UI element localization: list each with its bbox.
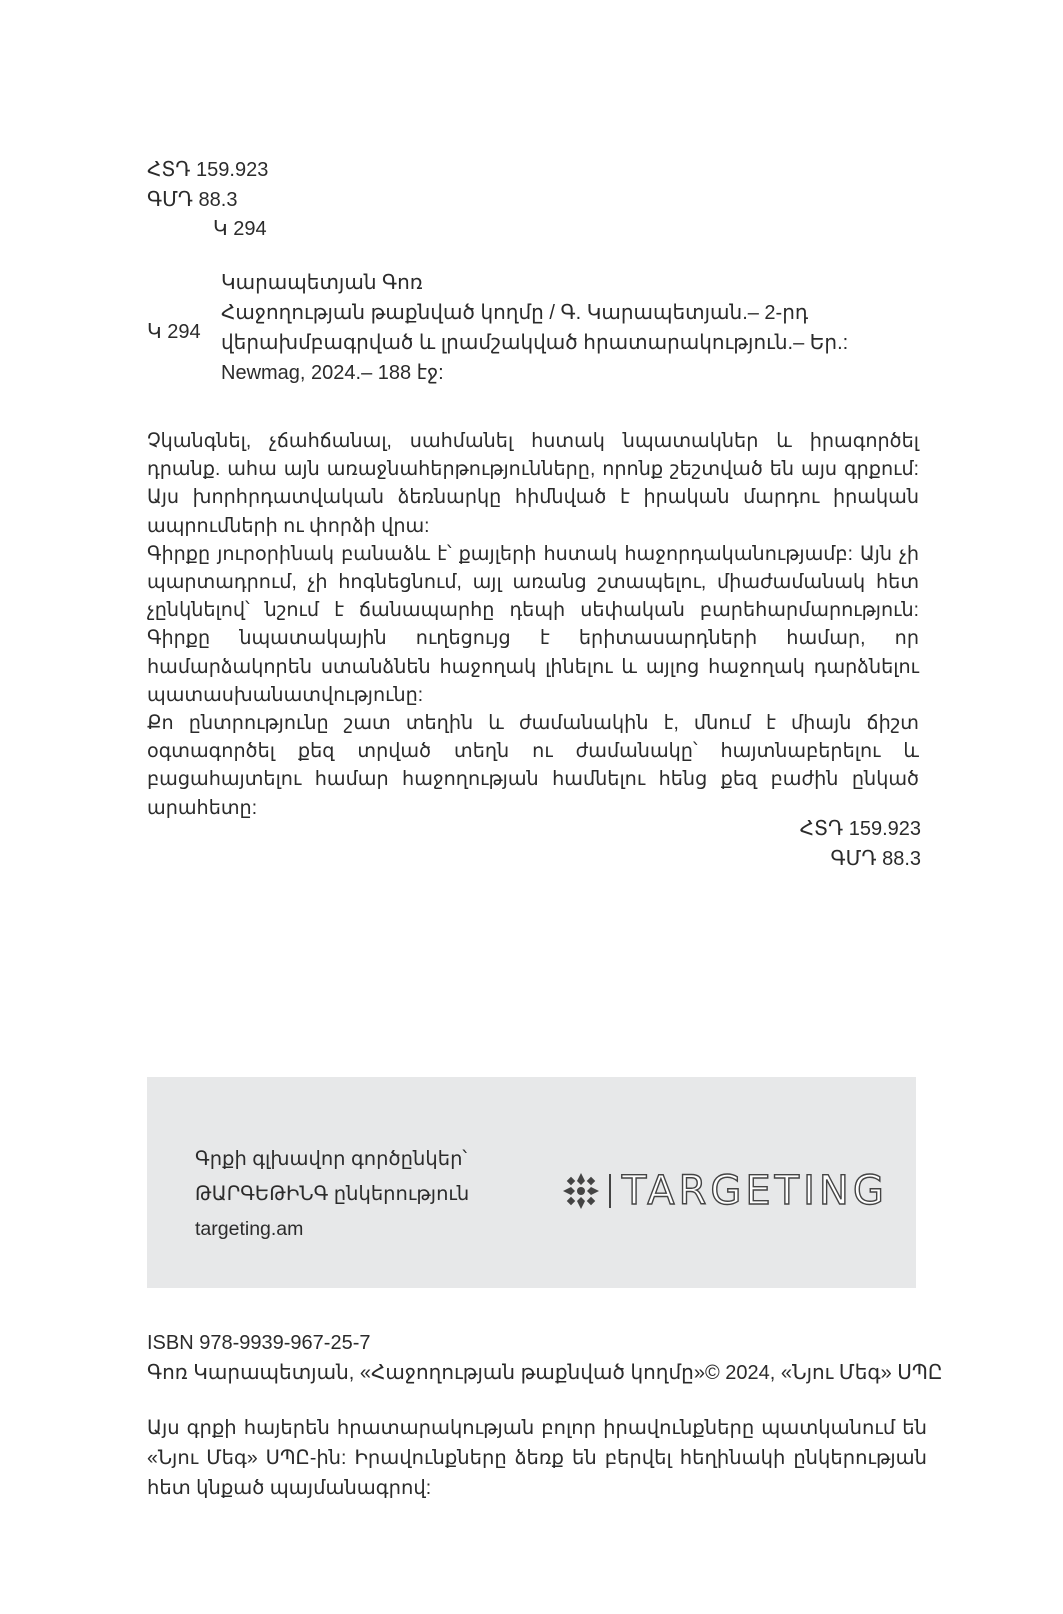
author-mark: Կ 294 (213, 218, 267, 240)
catalog-record (221, 268, 849, 388)
catalog-publisher-line: Newmag, 2024.– 188 էջ: (221, 362, 444, 384)
rights-notice: Այս գրքի հայերեն հրատարակության բոլոր իրավունքները պատկանում են «Նյու Մեգ» ՍՊԸ-ին: Իրավունքները ձեռք են բերվել հեղինակի ընկերության հետ կնքած պայմանագրով: (147, 1417, 927, 1499)
sponsor-website[interactable]: targeting.am (195, 1218, 304, 1240)
sponsor-box (147, 1077, 916, 1288)
catalog-edition-line: վերախմբագրված և լրամշակված հրատարակություն.– Եր.: (221, 332, 849, 354)
bbk-code: ԳՄԴ 88.3 (147, 189, 238, 211)
sponsor-text (195, 1142, 469, 1247)
isbn: ISBN 978-9939-967-25-7 (147, 1332, 371, 1354)
udc-code: ՀՏԴ 159.923 (147, 159, 269, 181)
catalog-author-mark: Կ 294 (147, 321, 201, 343)
copyright-line: Գոռ Կարապետյան, «Հաջողության թաքնված կողմը»© 2024, «Նյու Մեգ» ՍՊԸ (147, 1362, 943, 1384)
logo-wordmark: TARGETING (621, 1168, 888, 1214)
udc-code-right: ՀՏԴ 159.923 (799, 818, 921, 840)
catalog-title-line: Հաջողության թաքնված կողմը / Գ. Կարապետյան.– 2-րդ (221, 302, 809, 324)
sponsor-label: Գրքի գլխավոր գործընկեր՝ (195, 1148, 468, 1170)
sponsor-company: ԹԱՐԳԵԹԻՆԳ ընկերություն (195, 1183, 470, 1205)
targeting-logo (561, 1169, 888, 1213)
annotation-paragraph: Քո ընտրությունը շատ տեղին և ժամանակին է, մնում է միայն ճիշտ օգտագործել քեզ տրված տեղն ու ժամանակը՝ հայտնաբերելու և բացահայտելու համար հաջողության համնելու հենց քեզ բաժին ընկած արահետը: (147, 713, 919, 819)
ornament-icon (561, 1171, 601, 1211)
annotation (147, 428, 919, 823)
annotation-paragraph: Չկանգնել, չճահճանալ, սահմանել հստակ նպատակներ և իրագործել դրանք. ահա այն առաջնահերթությունները, որոնք շեշտված են այս գրքում: Այս խորհրդատվական ձեռնարկը հիմնված է իրական մարդու իրական ապրումների ու փորձի վրա: (147, 431, 919, 537)
annotation-paragraph: Գիրքը յուրօրինակ բանաձև է՝ քայլերի հստակ հաջորդականությամբ: Այն չի պարտադրում, չի հոգնեցնում, այլ առանց շտապելու, միաժամանակ հետ չընկնելով՝ նշում է ճանապարհը դեպի սեփական բարեհարմարություն: Գիրքը նպատակային ուղեցույց է երիտասարդների համար, որ համարձակորեն ստանձնեն հաջողակ լինելու և այլոց հաջողակ դարձնելու պատասխանատվությունը: (147, 543, 919, 706)
logo-divider (609, 1174, 611, 1208)
bbk-code-right: ԳՄԴ 88.3 (830, 848, 921, 870)
catalog-author: Կարապետյան Գոռ (221, 272, 423, 294)
